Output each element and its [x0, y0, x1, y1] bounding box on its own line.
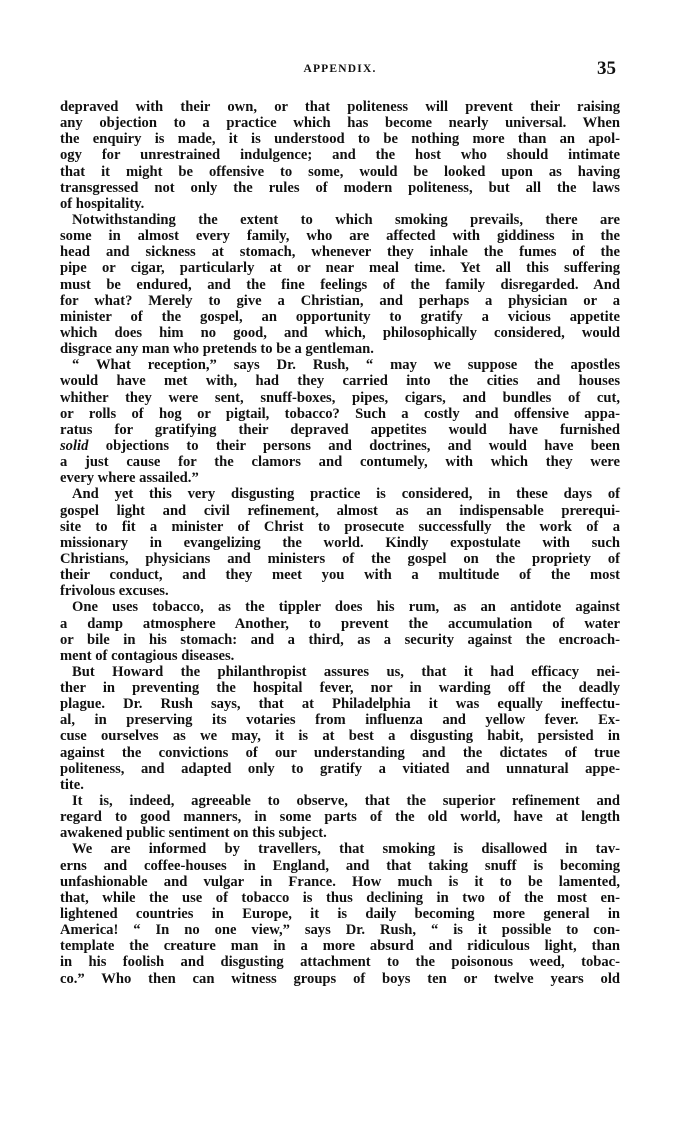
- text-line: plague. Dr. Rush says, that at Philadelphia it was equally ineffectu-: [60, 696, 620, 713]
- running-head: APPENDIX.: [303, 63, 377, 75]
- text-line: template the creature man in a more absurd and ridiculous light, than: [60, 938, 620, 955]
- text-line: America! “ In no one view,” says Dr. Rush, “ is it possible to con-: [60, 922, 620, 939]
- page-number: 35: [597, 58, 616, 79]
- text-line: for what? Merely to give a Christian, and perhaps a physician or a: [60, 292, 620, 309]
- text-line: of hospitality.: [60, 195, 145, 212]
- text-line: which does him no good, and which, philosophically considered, would: [60, 324, 620, 341]
- text-line: that it might be offensive to some, would be looked upon as having: [60, 163, 620, 180]
- text-line: pipe or cigar, particularly at or near meal time. Yet all this suffering: [60, 260, 620, 277]
- text-line: ogy for unrestrained indulgence; and the host who should intimate: [60, 147, 620, 164]
- text-line: or bile in his stomach: and a third, as a security against the encroach-: [60, 631, 620, 648]
- paragraph: [60, 793, 620, 841]
- text-line: would have met with, had they carried into the cities and houses: [60, 373, 620, 390]
- text-line: unfashionable and vulgar in France. How much is it to be lamented,: [60, 873, 620, 890]
- text-line: co.” Who then can witness groups of boys ten or twelve years old: [60, 970, 620, 987]
- text-line: disgrace any man who pretends to be a gentleman.: [60, 341, 374, 358]
- text-line: that, while the use of tobacco is thus declining in two of the most en-: [60, 889, 620, 906]
- text-line: It is, indeed, agreeable to observe, that the superior refinement and: [72, 793, 620, 810]
- text-line: their conduct, and they meet you with a multitude of the most: [60, 567, 620, 584]
- text-line: al, in preserving its votaries from influenza and yellow fever. Ex-: [60, 712, 620, 729]
- text-line: ment of contagious diseases.: [60, 647, 235, 664]
- paragraph: [60, 357, 620, 486]
- page-header: [60, 60, 620, 84]
- text-line: But Howard the philanthropist assures us, that it had efficacy nei-: [72, 663, 620, 680]
- paragraph: [60, 212, 620, 357]
- text-line: Christians, physicians and ministers of the gospel on the propriety of: [60, 550, 620, 567]
- paragraph: [60, 486, 620, 599]
- text-line: ratus for gratifying their depraved appetites would have furnished: [60, 421, 620, 438]
- text-line: cuse ourselves as we may, it is at best a disgusting habit, persisted in: [60, 728, 620, 745]
- text-line: politeness, and adapted only to gratify a vitiated and unnatural appe-: [60, 760, 620, 777]
- text-line: And yet this very disgusting practice is considered, in these days of: [72, 486, 620, 503]
- text-line: One uses tobacco, as the tippler does his rum, as an antidote against: [72, 599, 620, 616]
- text-line: frivolous excuses.: [60, 583, 169, 600]
- text-line: awakened public sentiment on this subject.: [60, 825, 327, 842]
- text-line: regard to good manners, in some parts of the old world, have at length: [60, 809, 620, 826]
- text-line: a just cause for the clamors and contumely, with which they were: [60, 454, 620, 471]
- text-line: whither they were sent, snuff-boxes, pipes, cigars, and bundles of cut,: [60, 389, 620, 406]
- text-line: lightened countries in Europe, it is daily becoming more general in: [60, 906, 620, 923]
- text-line: missionary in evangelizing the world. Kindly expostulate with such: [60, 534, 620, 551]
- paragraph: [60, 664, 620, 793]
- text-line: some in almost every family, who are affected with giddiness in the: [60, 228, 620, 245]
- text-line: any objection to a practice which has become nearly universal. When: [60, 115, 620, 132]
- text-line: ther in preventing the hospital fever, nor in warding off the deadly: [60, 680, 620, 697]
- text-line: a damp atmosphere Another, to prevent the accumulation of water: [60, 615, 620, 632]
- paragraph: [60, 99, 620, 212]
- text-line: site to fit a minister of Christ to prosecute successfully the work of a: [60, 518, 620, 535]
- text-line: must be endured, and the fine feelings of the family disregarded. And: [60, 276, 620, 293]
- text-line: depraved with their own, or that politeness will prevent their raising: [60, 99, 620, 115]
- text-line: erns and coffee-houses in England, and that taking snuff is becoming: [60, 857, 620, 874]
- text-line: in his foolish and disgusting attachment to the poisonous weed, tobac-: [60, 954, 620, 971]
- text-line: gospel light and civil refinement, almost as an indispensable prerequi-: [60, 502, 620, 519]
- paragraph: [60, 599, 620, 664]
- text-line: or rolls of hog or pigtail, tobacco? Such a costly and offensive appa-: [60, 405, 620, 422]
- emphasis: solid: [60, 437, 89, 454]
- text-line: the enquiry is made, it is understood to be nothing more than an apol-: [60, 131, 620, 148]
- text-line: We are informed by travellers, that smoking is disallowed in tav-: [72, 841, 620, 858]
- body-text: [60, 99, 620, 987]
- text-line: transgressed not only the rules of modern politeness, but all the laws: [60, 179, 620, 196]
- text-line: every where assailed.”: [60, 470, 199, 487]
- paragraph: [60, 841, 620, 986]
- text-line: “ What reception,” says Dr. Rush, “ may we suppose the apostles: [72, 357, 620, 374]
- text-line: Notwithstanding the extent to which smoking prevails, there are: [72, 211, 620, 228]
- text-line: head and sickness at stomach, whenever they inhale the fumes of the: [60, 244, 620, 261]
- text-line: solid objections to their persons and doctrines, and would have been: [60, 437, 620, 454]
- text-line: tite.: [60, 776, 84, 793]
- text-line: against the convictions of our understanding and the dictates of true: [60, 744, 620, 761]
- text-line: minister of the gospel, an opportunity to gratify a vicious appetite: [60, 308, 620, 325]
